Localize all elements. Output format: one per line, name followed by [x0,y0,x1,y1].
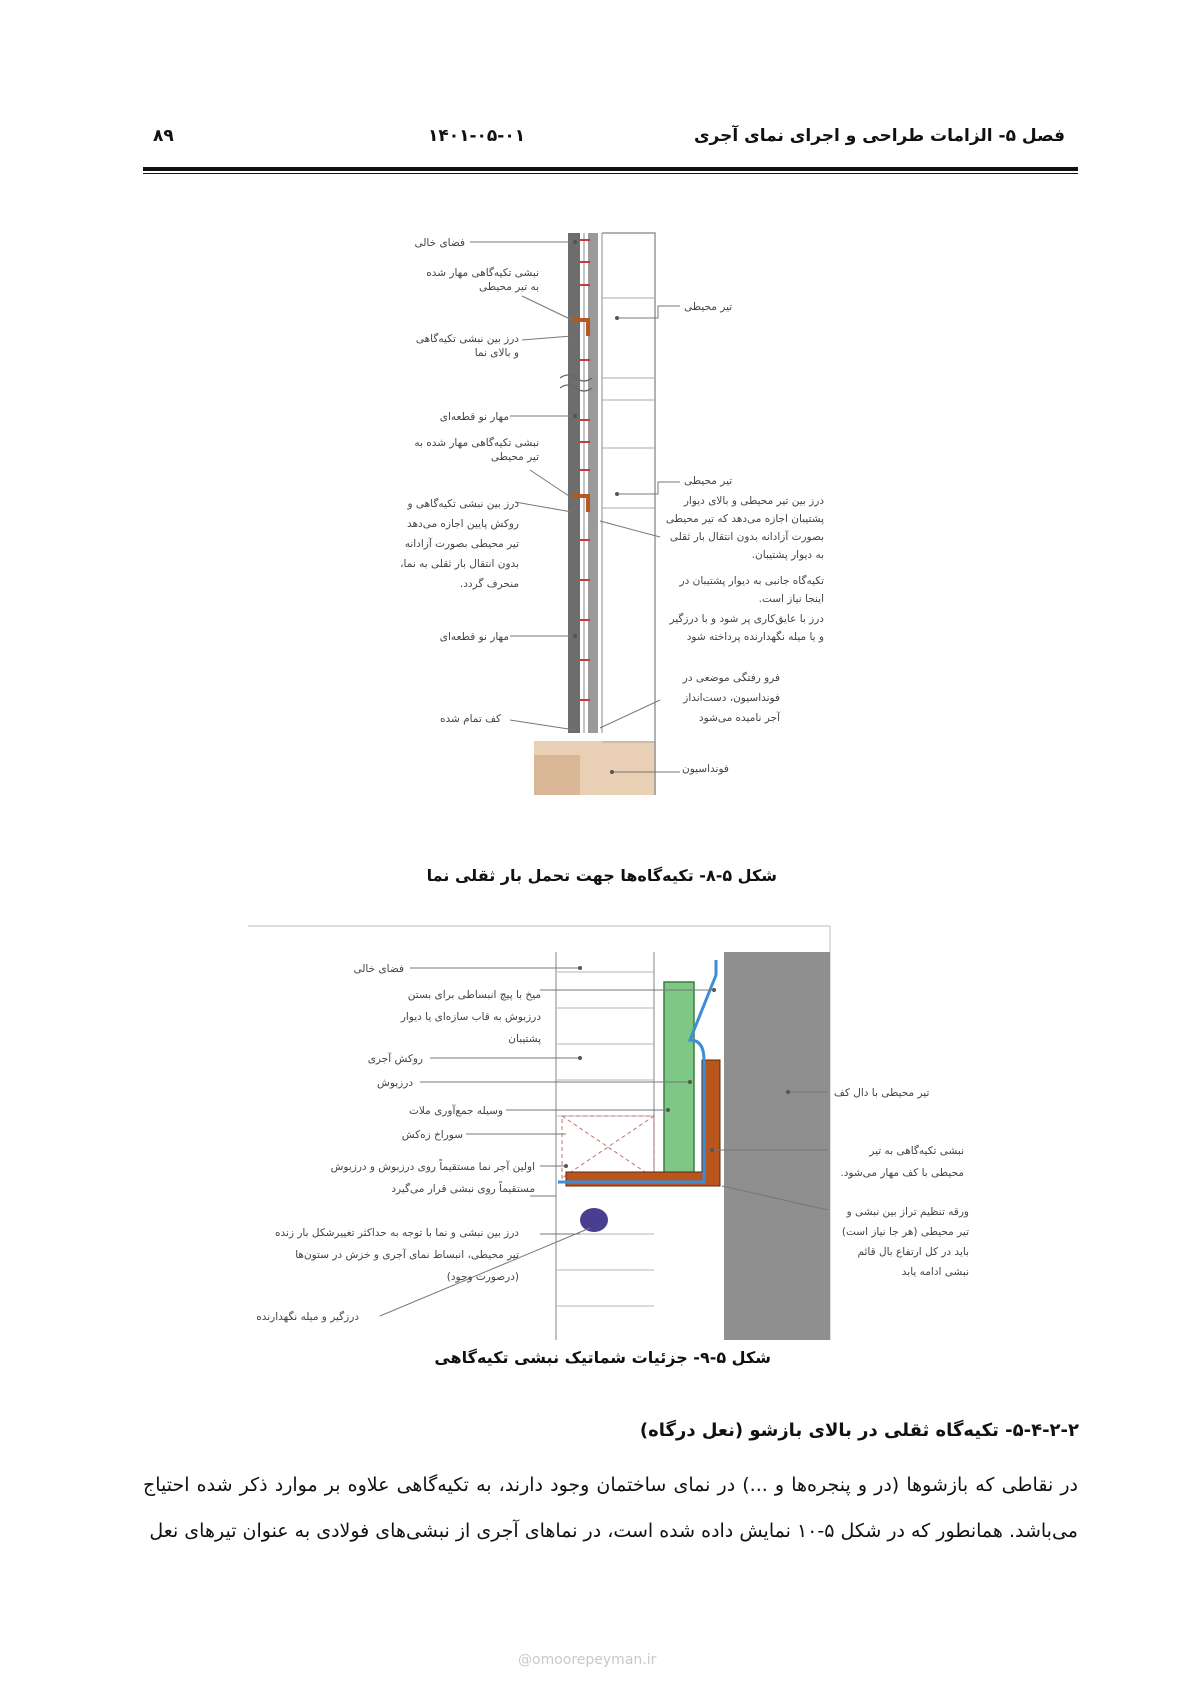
fig9-label-shim: ورقه تنظیم تراز بین نبشی و تیر محیطی (هر جا نیاز است) باید در کل ارتفاع بال قائم نبشی ادامه یابد [841,1206,969,1278]
fig8-label-joint1: درز بین نبشی تکیه‌گاهی و بالای نما [415,333,519,359]
fig8-label-joint2: درز بین نبشی تکیه‌گاهی و روکش پایین اجازه می‌دهد تیر محیطی بصورت آزادانه بدون انتقال بار ثقلی به نما، منحرف گردد. [400,498,519,590]
fig8-label-joint-right: درز بین تیر محیطی و بالای دیوار پشتیبان اجازه می‌دهد که تیر محیطی بصورت آزادانه بدون انتقال بار ثقلی به دیوار پشتیبان. [665,495,824,561]
fig9-label-flashing: درزبوش [377,1077,413,1089]
fig9-label-void: فضای خالی [353,963,404,975]
fig8-label-lateral: تکیه‌گاه جانبی به دیوار پشتیبان در اینجا نیاز است. [679,575,824,605]
fig9-label-gap: درز بین نبشی و نما با توجه به حداکثر تغییرشکل بار زنده تیر محیطی، انبساط نمای آجری و خزش در ستون‌ها (درصورت وجود) [275,1227,519,1283]
fig8-label-beam2: تیر محیطی [684,475,733,487]
page-number: ۸۹ [153,126,174,146]
backer-rod [580,1208,608,1232]
page-date: ۱۴۰۱-۰۵-۰۱ [428,126,526,146]
fig8-label-angle2: نبشی تکیه‌گاهی مهار شده به تیر محیطی [414,437,539,463]
fig8-label-beam1: تیر محیطی [684,301,733,313]
fig9-label-first-brick: اولین آجر نما مستقیماً روی درزبوش و درزبوش مستقیماً روی نبشی قرار می‌گیرد [330,1161,535,1195]
fig8-label-foundation: فونداسیون [682,763,729,775]
edge-beam [724,952,830,1340]
figure8-caption: شکل ۵-۸- تکیه‌گاه‌ها جهت تحمل بار ثقلی نما [426,866,777,885]
fig8-label-void: فضای خالی [414,237,465,249]
fig8-label-angle1: نبشی تکیه‌گاهی مهار شده به تیر محیطی [426,267,539,293]
watermark: @omoorepeyman.ir [518,1652,657,1668]
fig9-label-beam: تیر محیطی با دال کف [834,1087,930,1099]
section-heading: ۵-۴-۲-۲- تکیه‌گاه ثقلی در بالای بازشو (نعل درگاه) [639,1420,1079,1441]
fig9-label-veneer: روکش آجری [367,1053,423,1065]
chapter-title: فصل ۵- الزامات طراحی و اجرای نمای آجری [693,126,1065,146]
fig8-label-recess: فرو رفتگی موضعی در فونداسیون، دست‌انداز آجر نامیده می‌شود [682,672,780,724]
fig8-label-tie1: مهار نو قطعه‌ای [439,411,509,423]
fig9-label-weep: سوراخ زه‌کش [401,1129,463,1141]
fig9-label-mortar: وسیله جمع‌آوری ملات [408,1105,503,1117]
fig9-label-angle: نبشی تکیه‌گاهی به تیر محیطی با کف مهار می‌شود. [840,1145,964,1179]
fig8-label-tie2: مهار نو قطعه‌ای [439,631,509,643]
shelf-angle [566,1060,720,1186]
fig8-label-floor: کف تمام شده [439,713,501,725]
fig9-label-sealant: درزگیر و میله نگهدارنده [256,1311,359,1323]
fig8-label-seal: درز با عایق‌کاری پر شود و با درزگیر و یا میله نگهدارنده پرداخته شود [669,613,824,643]
fig9-label-nail: میخ با پیچ انبساطی برای بستن درزبوش به قاب سازه‌ای یا دیوار پشتیبان [400,989,541,1045]
figure9-caption: شکل ۵-۹- جزئیات شماتیک نبشی تکیه‌گاهی [434,1348,771,1367]
section-paragraph: در نقاطی که بازشوها (در و پنجره‌ها و ...) در نمای ساختمان وجود دارند، به تکیه‌گاهی علاوه بر موارد ذکر شده احتیاج می‌باشد. همانطور که در شکل ۵-۱۰ نمایش داده شده است، در نماهای آجری از نبشی‌های فولادی به عنوان تیرهای نعل [143,1474,1078,1542]
